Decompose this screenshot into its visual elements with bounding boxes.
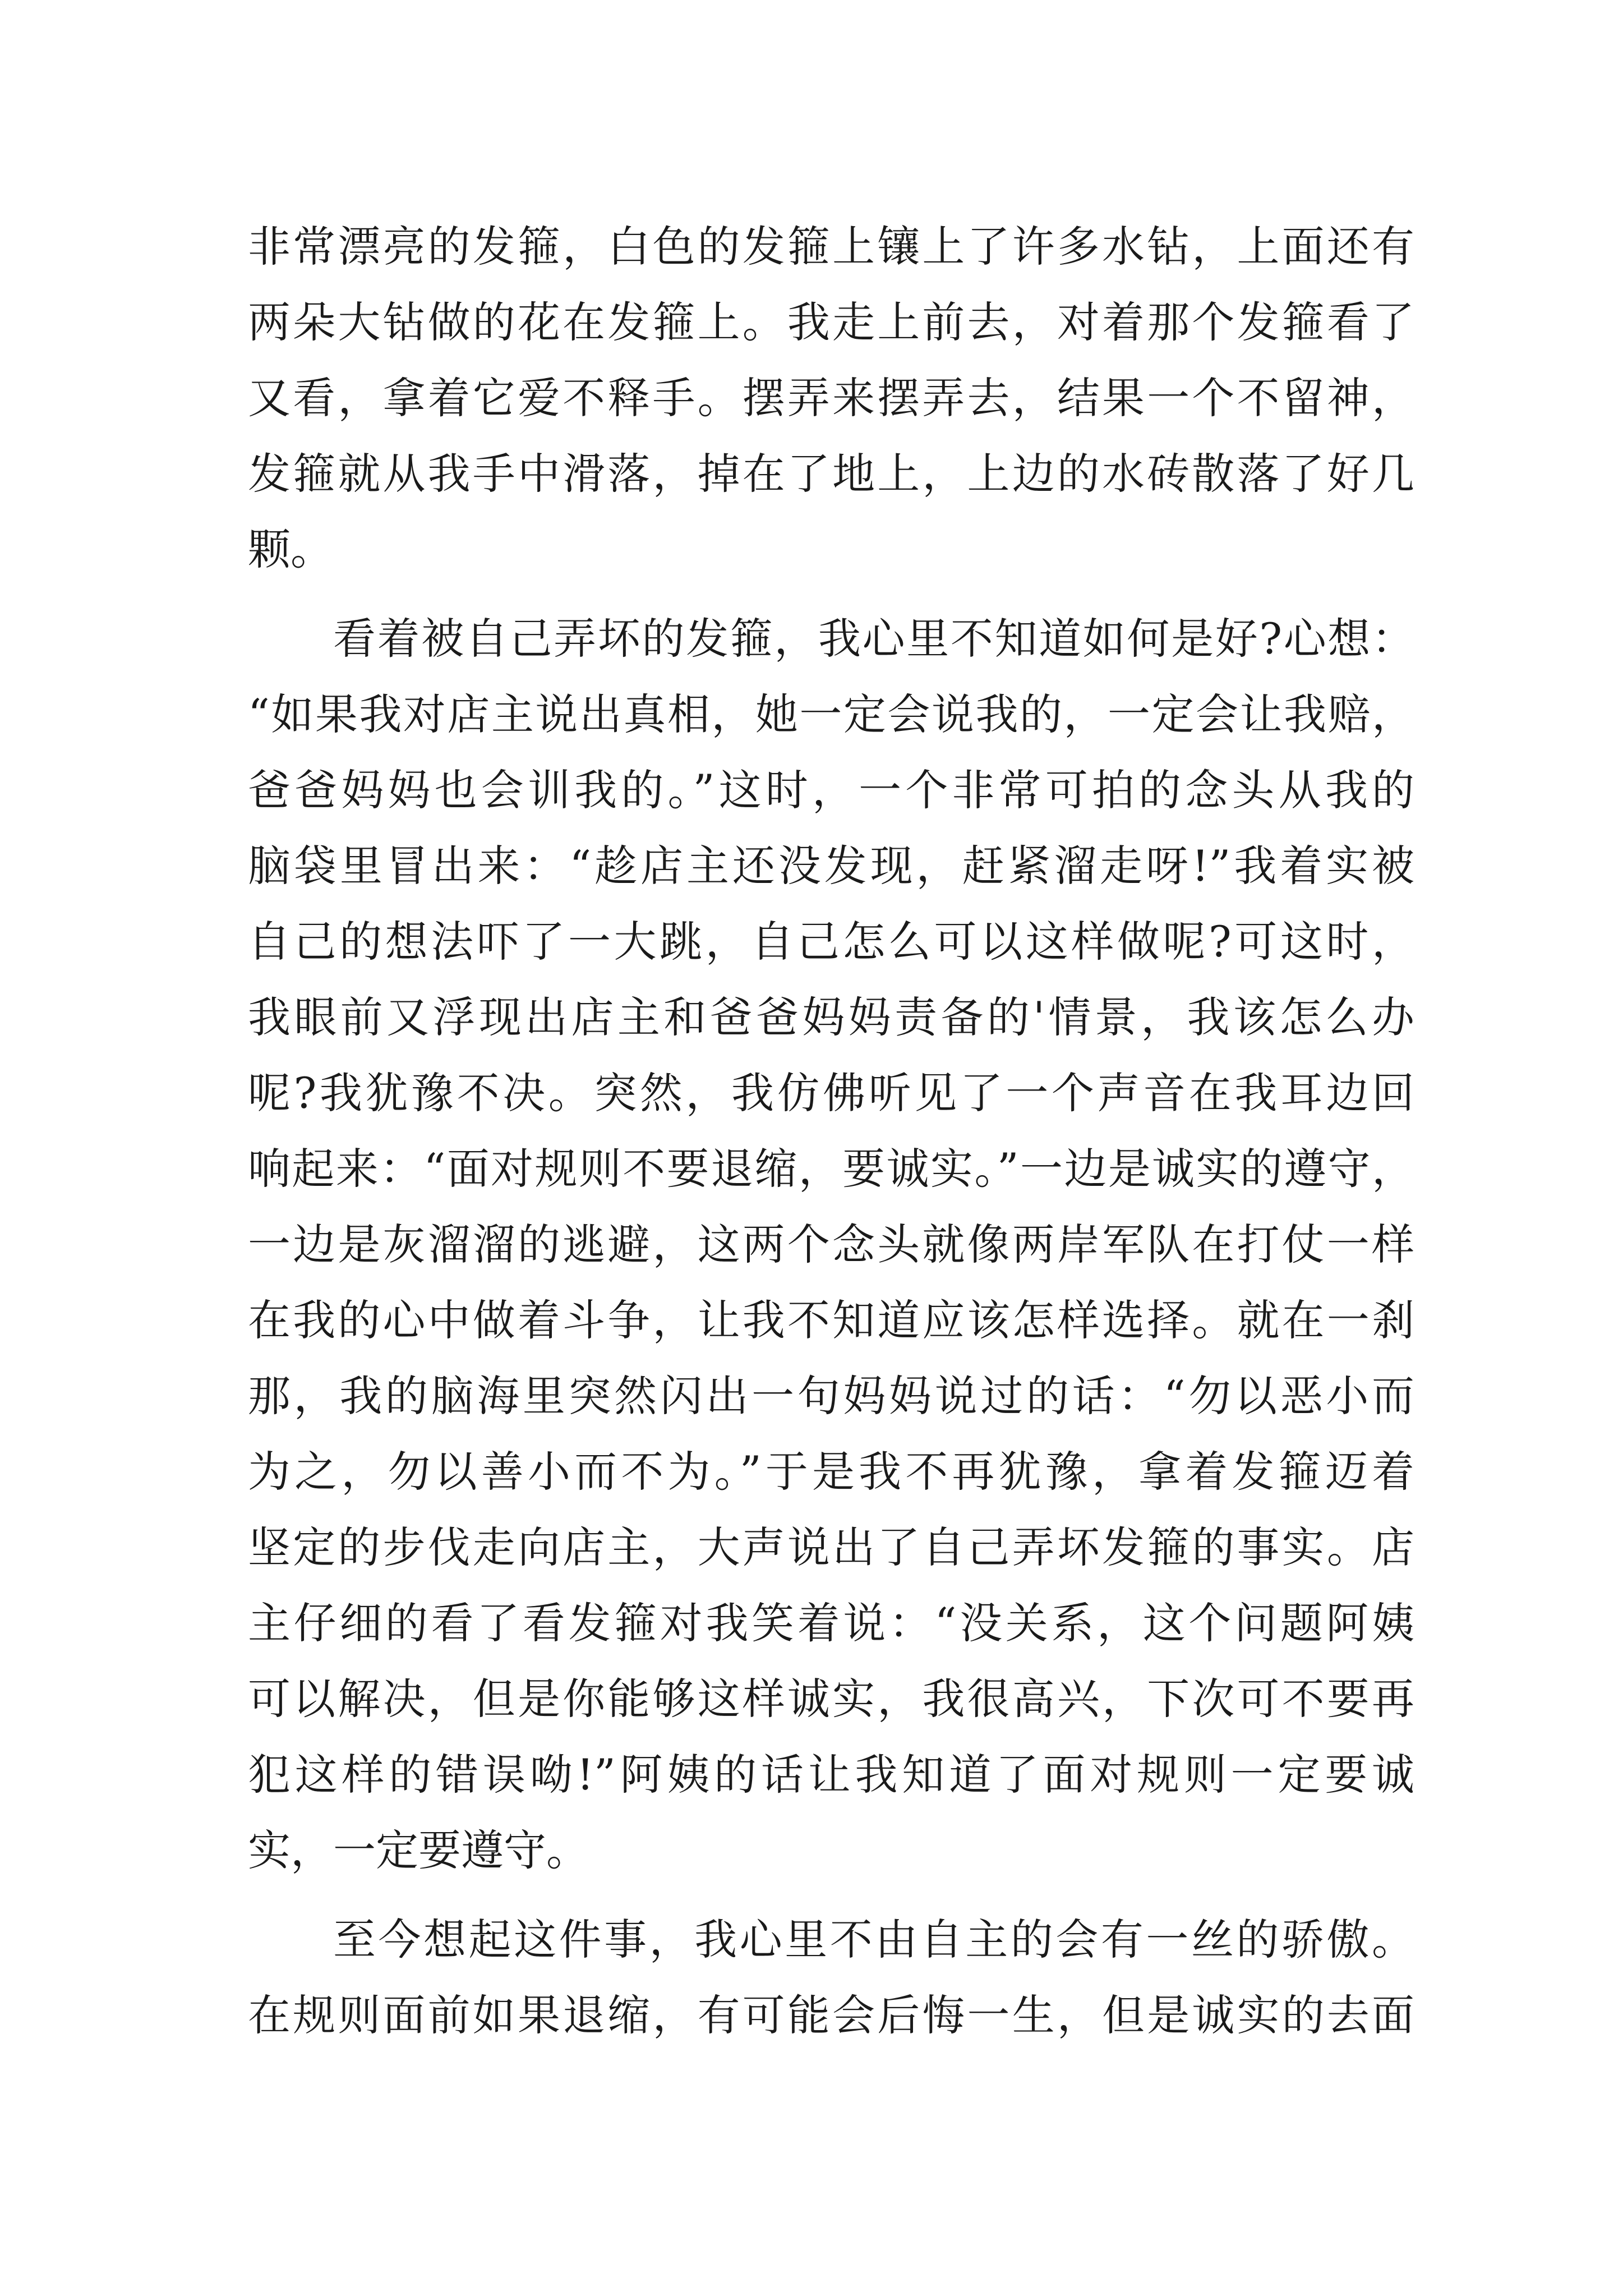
- text-line: 可以解决，但是你能够这样诚实，我很高兴，下次可不要再: [248, 1674, 1414, 1724]
- text-line: 为之，勿以善小而不为。”于是我不再犹豫，拿着发箍迈着: [248, 1447, 1414, 1497]
- text-line: 两朵大钻做的花在发箍上。我走上前去，对着那个发箍看了: [248, 297, 1414, 347]
- text-line: 主仔细的看了看发箍对我笑着说：“没关系，这个问题阿姨: [248, 1598, 1414, 1648]
- paragraph-3: [248, 1902, 1414, 2053]
- paragraph-2: [248, 601, 1414, 1888]
- text-line: 一边是灰溜溜的逃避，这两个念头就像两岸军队在打仗一样: [248, 1220, 1414, 1269]
- text-line: 看着被自己弄坏的发箍，我心里不知道如何是好?心想：: [333, 614, 1414, 664]
- text-line: 呢?我犹豫不决。突然，我仿佛听见了一个声音在我耳边回: [248, 1068, 1414, 1118]
- text-line: 实，一定要遵守。: [248, 1825, 589, 1875]
- text-line: 坚定的步伐走向店主，大声说出了自己弄坏发箍的事实。店: [248, 1522, 1414, 1572]
- text-line: 颗。: [248, 524, 333, 574]
- text-line: 在我的心中做着斗争，让我不知道应该怎样选择。就在一刹: [248, 1295, 1414, 1345]
- text-line: 发箍就从我手中滑落，掉在了地上，上边的水砖散落了好几: [248, 449, 1414, 499]
- text-line: 至今想起这件事，我心里不由自主的会有一丝的骄傲。: [333, 1915, 1414, 1964]
- text-line: 非常漂亮的发箍，白色的发箍上镶上了许多水钻，上面还有: [248, 222, 1414, 272]
- text-line: 脑袋里冒出来：“趁店主还没发现，赶紧溜走呀!”我着实被: [248, 841, 1414, 891]
- text-line: 响起来：“面对规则不要退缩，要诚实。”一边是诚实的遵守，: [248, 1144, 1414, 1194]
- body-text: [248, 209, 1414, 2053]
- text-line: 犯这样的错误呦!”阿姨的话让我知道了面对规则一定要诚: [248, 1750, 1414, 1800]
- paragraph-1: [248, 209, 1414, 587]
- text-line: 又看，拿着它爱不释手。摆弄来摆弄去，结果一个不留神，: [248, 373, 1414, 423]
- text-line: “如果我对店主说出真相，她一定会说我的，一定会让我赔，: [248, 689, 1414, 739]
- text-line: 爸爸妈妈也会训我的。”这时，一个非常可拍的念头从我的: [248, 765, 1414, 815]
- text-line: 我眼前又浮现出店主和爸爸妈妈责备的'情景，我该怎么办: [248, 992, 1414, 1042]
- text-line: 自己的想法吓了一大跳，自己怎么可以这样做呢?可这时，: [248, 917, 1414, 967]
- text-line: 那，我的脑海里突然闪出一句妈妈说过的话：“勿以恶小而: [248, 1371, 1414, 1421]
- text-line: 在规则面前如果退缩，有可能会后悔一生，但是诚实的去面: [248, 1990, 1414, 2040]
